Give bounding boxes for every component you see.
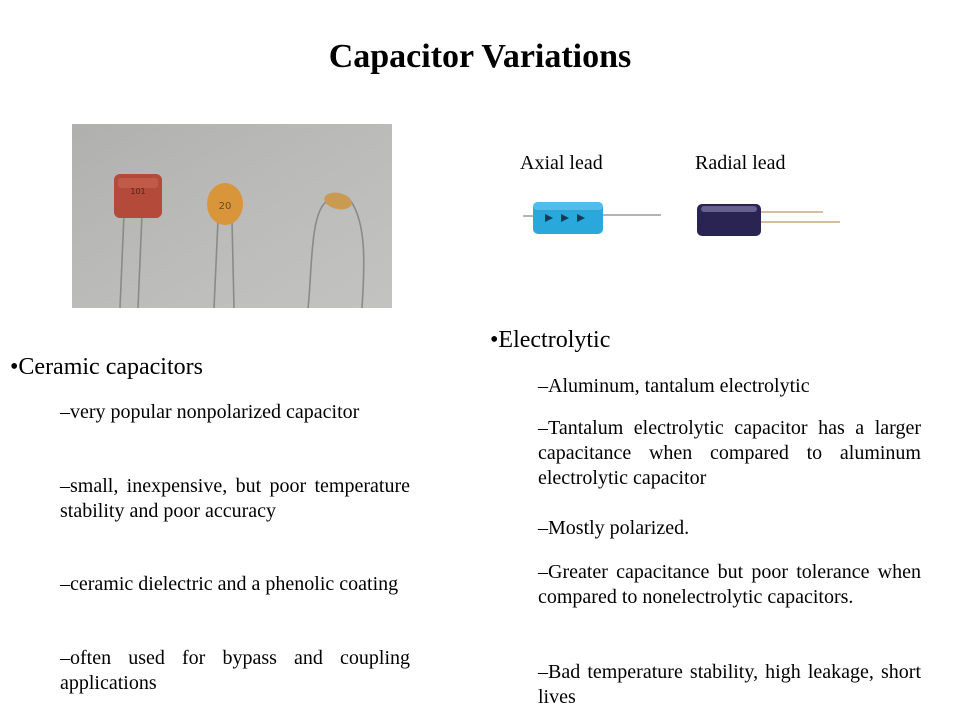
list-item: –Mostly polarized. [538,517,690,539]
list-item: –Greater capacitance but poor tolerance when compared to nonelectrolytic capacitors. [538,561,921,608]
list-item: –ceramic dielectric and a phenolic coating [60,573,399,595]
page-title: Capacitor Variations [328,38,632,75]
ceramic-heading: •Ceramic capacitors [10,354,203,380]
list-item: –Tantalum electrolytic capacitor has a larger capacitance when compared to aluminum electrolytic capacitor [538,417,921,489]
ceramic-capacitors-photo [72,124,392,308]
list-item: –often used for bypass and coupling applications [60,647,410,694]
svg-text:20: 20 [218,201,232,212]
axial-lead-label: Axial lead [520,152,603,174]
svg-text:101: 101 [130,187,146,196]
electrolytic-heading: •Electrolytic [490,327,611,353]
list-item: –Bad temperature stability, high leakage, short lives [538,661,921,708]
list-item: –very popular nonpolarized capacitor [60,401,360,423]
list-item: –small, inexpensive, but poor temperature stability and poor accuracy [60,475,410,522]
electrolytic-capacitors-photo [505,190,850,250]
list-item: –Aluminum, tantalum electrolytic [538,375,810,397]
radial-lead-label: Radial lead [695,152,786,174]
